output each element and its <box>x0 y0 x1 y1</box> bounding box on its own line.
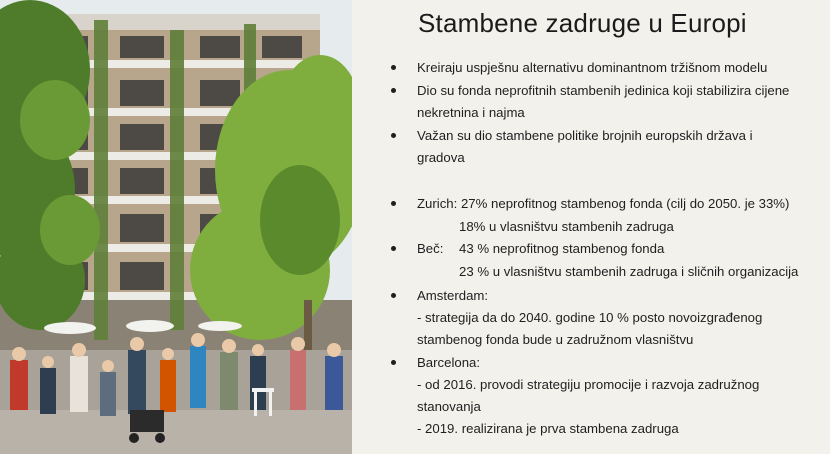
bullet-dot <box>391 201 396 206</box>
zurich-text: 18% u vlasništvu stambenih zadruga <box>459 219 674 234</box>
bullet-text: Kreiraju uspješnu alternativu dominantnom tržišnom modelu <box>417 60 768 75</box>
cooperative-building-photo <box>0 0 352 454</box>
bec-text: 43 % neprofitnog stambenog fonda <box>459 241 665 256</box>
bullet-dot <box>391 88 396 93</box>
bullet-text: nekretnina i najma <box>417 105 525 120</box>
bec-text: 23 % u vlasništvu stambenih zadruga i sličnih organizacija <box>459 264 799 279</box>
amsterdam-text: - strategija da do 2040. godine 10 % posto novoizgrađenog <box>417 310 763 325</box>
barcelona-label: Barcelona: <box>417 355 481 370</box>
barcelona-text: - 2019. realizirana je prva stambena zadruga <box>417 421 679 436</box>
amsterdam-label: Amsterdam: <box>417 288 489 303</box>
content-panel <box>352 0 830 454</box>
bec-label: Beč: <box>417 241 444 256</box>
bullet-dot <box>391 133 396 138</box>
barcelona-text: - od 2016. provodi strategiju promocije i razvoja zadružnog <box>417 377 760 392</box>
bullet-dot <box>391 65 396 70</box>
bullet-dot <box>391 293 396 298</box>
bullet-text: gradova <box>417 150 465 165</box>
bullet-text: Važan su dio stambene politike brojnih europskih država i <box>417 128 753 143</box>
bullet-text: Dio su fonda neprofitnih stambenih jedinica koji stabilizira cijene <box>417 83 790 98</box>
bullet-dot <box>391 246 396 251</box>
amsterdam-text: stambenog fonda bude u zadružnom vlasništvu <box>417 332 694 347</box>
slide-title: Stambene zadruge u Europi <box>418 8 747 38</box>
barcelona-text: stanovanja <box>417 399 481 414</box>
bullet-dot <box>391 360 396 365</box>
zurich-text: Zurich: 27% neprofitnog stambenog fonda (cilj do 2050. je 33%) <box>417 196 790 211</box>
